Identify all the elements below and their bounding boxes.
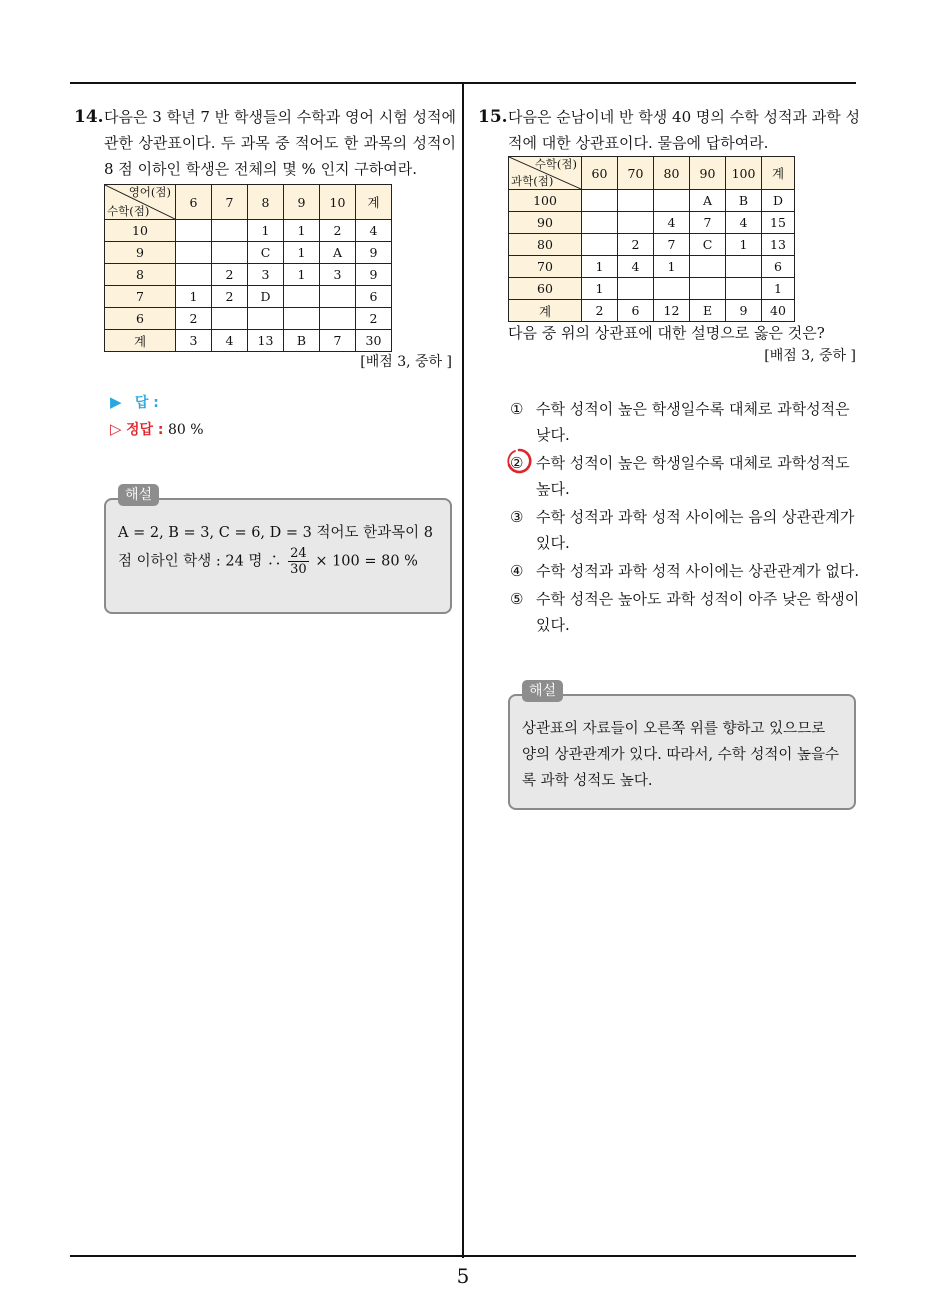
- table-row: [509, 256, 795, 278]
- answer-line: [110, 390, 456, 415]
- row-label: 10: [105, 220, 176, 242]
- table-cell: 30: [356, 330, 392, 352]
- table-cell: [176, 220, 212, 242]
- row-label: 80: [509, 234, 582, 256]
- column-divider: [462, 82, 464, 1258]
- table-cell: 40: [762, 300, 795, 322]
- q14-explanation: [104, 487, 452, 614]
- row-label: 70: [509, 256, 582, 278]
- table-row: [105, 330, 392, 352]
- corner-top-label: 수학(점): [534, 157, 577, 171]
- table-cell: [320, 308, 356, 330]
- table-cell: 2: [212, 264, 248, 286]
- question-15: [478, 104, 860, 810]
- row-label: 계: [105, 330, 176, 352]
- row-label: 90: [509, 212, 582, 234]
- option-text: 수학 성적이 높은 학생일수록 대체로 과학성적도 높다.: [536, 454, 850, 498]
- table-cell: [618, 278, 654, 300]
- table-cell: [212, 242, 248, 264]
- table-cell: 9: [356, 242, 392, 264]
- page-number: 5: [456, 1264, 470, 1288]
- table-cell: 1: [284, 264, 320, 286]
- option-3[interactable]: [510, 504, 860, 556]
- table-cell: 3: [320, 264, 356, 286]
- q14-header: [74, 104, 456, 182]
- table-row: [105, 264, 392, 286]
- table-cell: [654, 190, 690, 212]
- table-cell: 1: [248, 220, 284, 242]
- table-cell: 1: [582, 278, 618, 300]
- q15-number: 15.: [478, 107, 508, 127]
- table-row: [509, 234, 795, 256]
- table-cell: 7: [654, 234, 690, 256]
- table-cell: C: [248, 242, 284, 264]
- row-label: 100: [509, 190, 582, 212]
- col-header: 9: [284, 185, 320, 220]
- table-corner-cell: [509, 157, 582, 190]
- table-cell: 1: [176, 286, 212, 308]
- col-header: 60: [582, 157, 618, 190]
- table-cell: 3: [176, 330, 212, 352]
- table-cell: [582, 212, 618, 234]
- table-cell: [582, 190, 618, 212]
- row-label: 8: [105, 264, 176, 286]
- table-cell: E: [690, 300, 726, 322]
- table-row: [105, 242, 392, 264]
- fraction-numerator: 24: [290, 546, 307, 561]
- table-cell: D: [248, 286, 284, 308]
- row-label: 7: [105, 286, 176, 308]
- table-cell: 4: [618, 256, 654, 278]
- table-cell: 1: [582, 256, 618, 278]
- triangle-icon: ▷: [110, 420, 122, 438]
- col-header: 8: [248, 185, 284, 220]
- row-label: 6: [105, 308, 176, 330]
- table-cell: [690, 256, 726, 278]
- row-label: 60: [509, 278, 582, 300]
- table-cell: 13: [248, 330, 284, 352]
- explanation-box: [104, 498, 452, 614]
- table-cell: [320, 286, 356, 308]
- table-header-row: [105, 185, 392, 220]
- fraction-denominator: 30: [290, 562, 307, 577]
- option-number: ③: [510, 508, 524, 526]
- q14-correlation-table: [104, 184, 392, 352]
- table-cell: 6: [618, 300, 654, 322]
- table-cell: 2: [582, 300, 618, 322]
- q15-correlation-table: [508, 156, 795, 322]
- table-cell: 2: [176, 308, 212, 330]
- table-cell: 6: [762, 256, 795, 278]
- table-cell: 15: [762, 212, 795, 234]
- table-cell: 3: [248, 264, 284, 286]
- option-text: 수학 성적이 높은 학생일수록 대체로 과학성적은 낮다.: [536, 400, 850, 444]
- corner-top-label: 영어(점): [128, 185, 171, 199]
- option-number: ②: [510, 454, 524, 472]
- table-row: [509, 190, 795, 212]
- row-label: 계: [509, 300, 582, 322]
- table-cell: [690, 278, 726, 300]
- table-row: [509, 300, 795, 322]
- table-cell: [726, 278, 762, 300]
- option-number: ④: [510, 562, 524, 580]
- table-cell: 4: [654, 212, 690, 234]
- table-cell: 1: [284, 220, 320, 242]
- answer-label: 답 :: [134, 395, 159, 411]
- q14-number: 14.: [74, 107, 104, 127]
- table-cell: 4: [726, 212, 762, 234]
- option-number: ①: [510, 400, 524, 418]
- explanation-suffix: × 100 = 80 %: [315, 553, 418, 570]
- table-cell: [284, 308, 320, 330]
- table-row: [105, 220, 392, 242]
- table-cell: 1: [726, 234, 762, 256]
- option-1[interactable]: [510, 396, 860, 448]
- corner-bottom-label: 수학(점): [107, 204, 150, 218]
- col-header: 7: [212, 185, 248, 220]
- q15-explanation: [508, 683, 856, 810]
- fraction: [288, 546, 309, 577]
- table-cell: [176, 242, 212, 264]
- table-cell: 13: [762, 234, 795, 256]
- bottom-rule: [70, 1255, 856, 1257]
- table-row: [509, 278, 795, 300]
- q15-header: [478, 104, 860, 156]
- selected-circle-icon: [505, 447, 533, 475]
- explanation-tag: 해설: [118, 484, 159, 506]
- row-label: 9: [105, 242, 176, 264]
- table-cell: 9: [356, 264, 392, 286]
- table-cell: 2: [356, 308, 392, 330]
- explanation-line-1: A = 2, B = 3, C = 6, D = 3 적어도 한과목이 8: [118, 525, 433, 541]
- q14-text: 다음은 3 학년 7 반 학생들의 수학과 영어 시험 성적에 관한 상관표이다. 두 과목 중 적어도 한 과목의 성적이 8 점 이하인 학생은 전체의 몇 % 인지 구하여라.: [104, 108, 456, 178]
- table-cell: 1: [284, 242, 320, 264]
- table-cell: A: [690, 190, 726, 212]
- col-header: 6: [176, 185, 212, 220]
- table-cell: 4: [212, 330, 248, 352]
- q15-sub-question: 다음 중 위의 상관표에 대한 설명으로 옳은 것은?: [508, 324, 825, 342]
- table-cell: 1: [654, 256, 690, 278]
- table-row: [105, 286, 392, 308]
- q15-text: 다음은 순남이네 반 학생 40 명의 수학 성적과 과학 성적에 대한 상관표이다. 물음에 답하여라.: [508, 108, 860, 152]
- option-2[interactable]: [510, 450, 860, 502]
- table-header-row: [509, 157, 795, 190]
- table-cell: 7: [690, 212, 726, 234]
- table-cell: [726, 256, 762, 278]
- col-header: 계: [356, 185, 392, 220]
- table-cell: [212, 308, 248, 330]
- explanation-prefix: 점 이하인 학생 : 24 명 ∴: [118, 553, 282, 570]
- col-header: 계: [762, 157, 795, 190]
- option-5[interactable]: [510, 586, 860, 638]
- table-cell: 9: [726, 300, 762, 322]
- q14-score: [배점 3, 중하 ]: [360, 354, 452, 370]
- table-cell: [248, 308, 284, 330]
- option-text: 수학 성적과 과학 성적 사이에는 상관관계가 없다.: [536, 562, 860, 580]
- table-cell: 2: [320, 220, 356, 242]
- table-row: [509, 212, 795, 234]
- table-cell: 2: [618, 234, 654, 256]
- table-cell: B: [726, 190, 762, 212]
- table-cell: [212, 220, 248, 242]
- col-header: 10: [320, 185, 356, 220]
- table-cell: 6: [356, 286, 392, 308]
- option-4[interactable]: [510, 558, 860, 584]
- q15-score: [배점 3, 중하 ]: [764, 348, 856, 364]
- table-cell: [618, 212, 654, 234]
- table-cell: 7: [320, 330, 356, 352]
- table-cell: 12: [654, 300, 690, 322]
- question-14: [74, 104, 456, 614]
- option-number: ⑤: [510, 590, 524, 608]
- explanation-tag: 해설: [522, 680, 563, 702]
- corner-bottom-label: 과학(점): [511, 174, 554, 188]
- table-cell: A: [320, 242, 356, 264]
- table-cell: [284, 286, 320, 308]
- table-corner-cell: [105, 185, 176, 220]
- explanation-box: 상관표의 자료들이 오른쪽 위를 향하고 있으므로 양의 상관관계가 있다. 따라서, 수학 성적이 높을수록 과학 성적도 높다.: [508, 694, 856, 810]
- option-text: 수학 성적은 높아도 과학 성적이 아주 낮은 학생이 있다.: [536, 590, 860, 634]
- col-header: 100: [726, 157, 762, 190]
- table-cell: C: [690, 234, 726, 256]
- correct-answer-line: [110, 417, 456, 442]
- correct-value: 80 %: [167, 422, 204, 438]
- col-header: 70: [618, 157, 654, 190]
- table-cell: 2: [212, 286, 248, 308]
- table-cell: [176, 264, 212, 286]
- table-cell: 1: [762, 278, 795, 300]
- play-icon: ▶: [110, 393, 122, 411]
- table-cell: [654, 278, 690, 300]
- table-cell: [582, 234, 618, 256]
- col-header: 80: [654, 157, 690, 190]
- table-cell: 4: [356, 220, 392, 242]
- correct-label: 정답 :: [126, 422, 164, 438]
- table-row: [105, 308, 392, 330]
- col-header: 90: [690, 157, 726, 190]
- table-cell: B: [284, 330, 320, 352]
- explanation-line-2: [118, 546, 438, 577]
- table-cell: D: [762, 190, 795, 212]
- table-cell: [618, 190, 654, 212]
- option-text: 수학 성적과 과학 성적 사이에는 음의 상관관계가 있다.: [536, 508, 855, 552]
